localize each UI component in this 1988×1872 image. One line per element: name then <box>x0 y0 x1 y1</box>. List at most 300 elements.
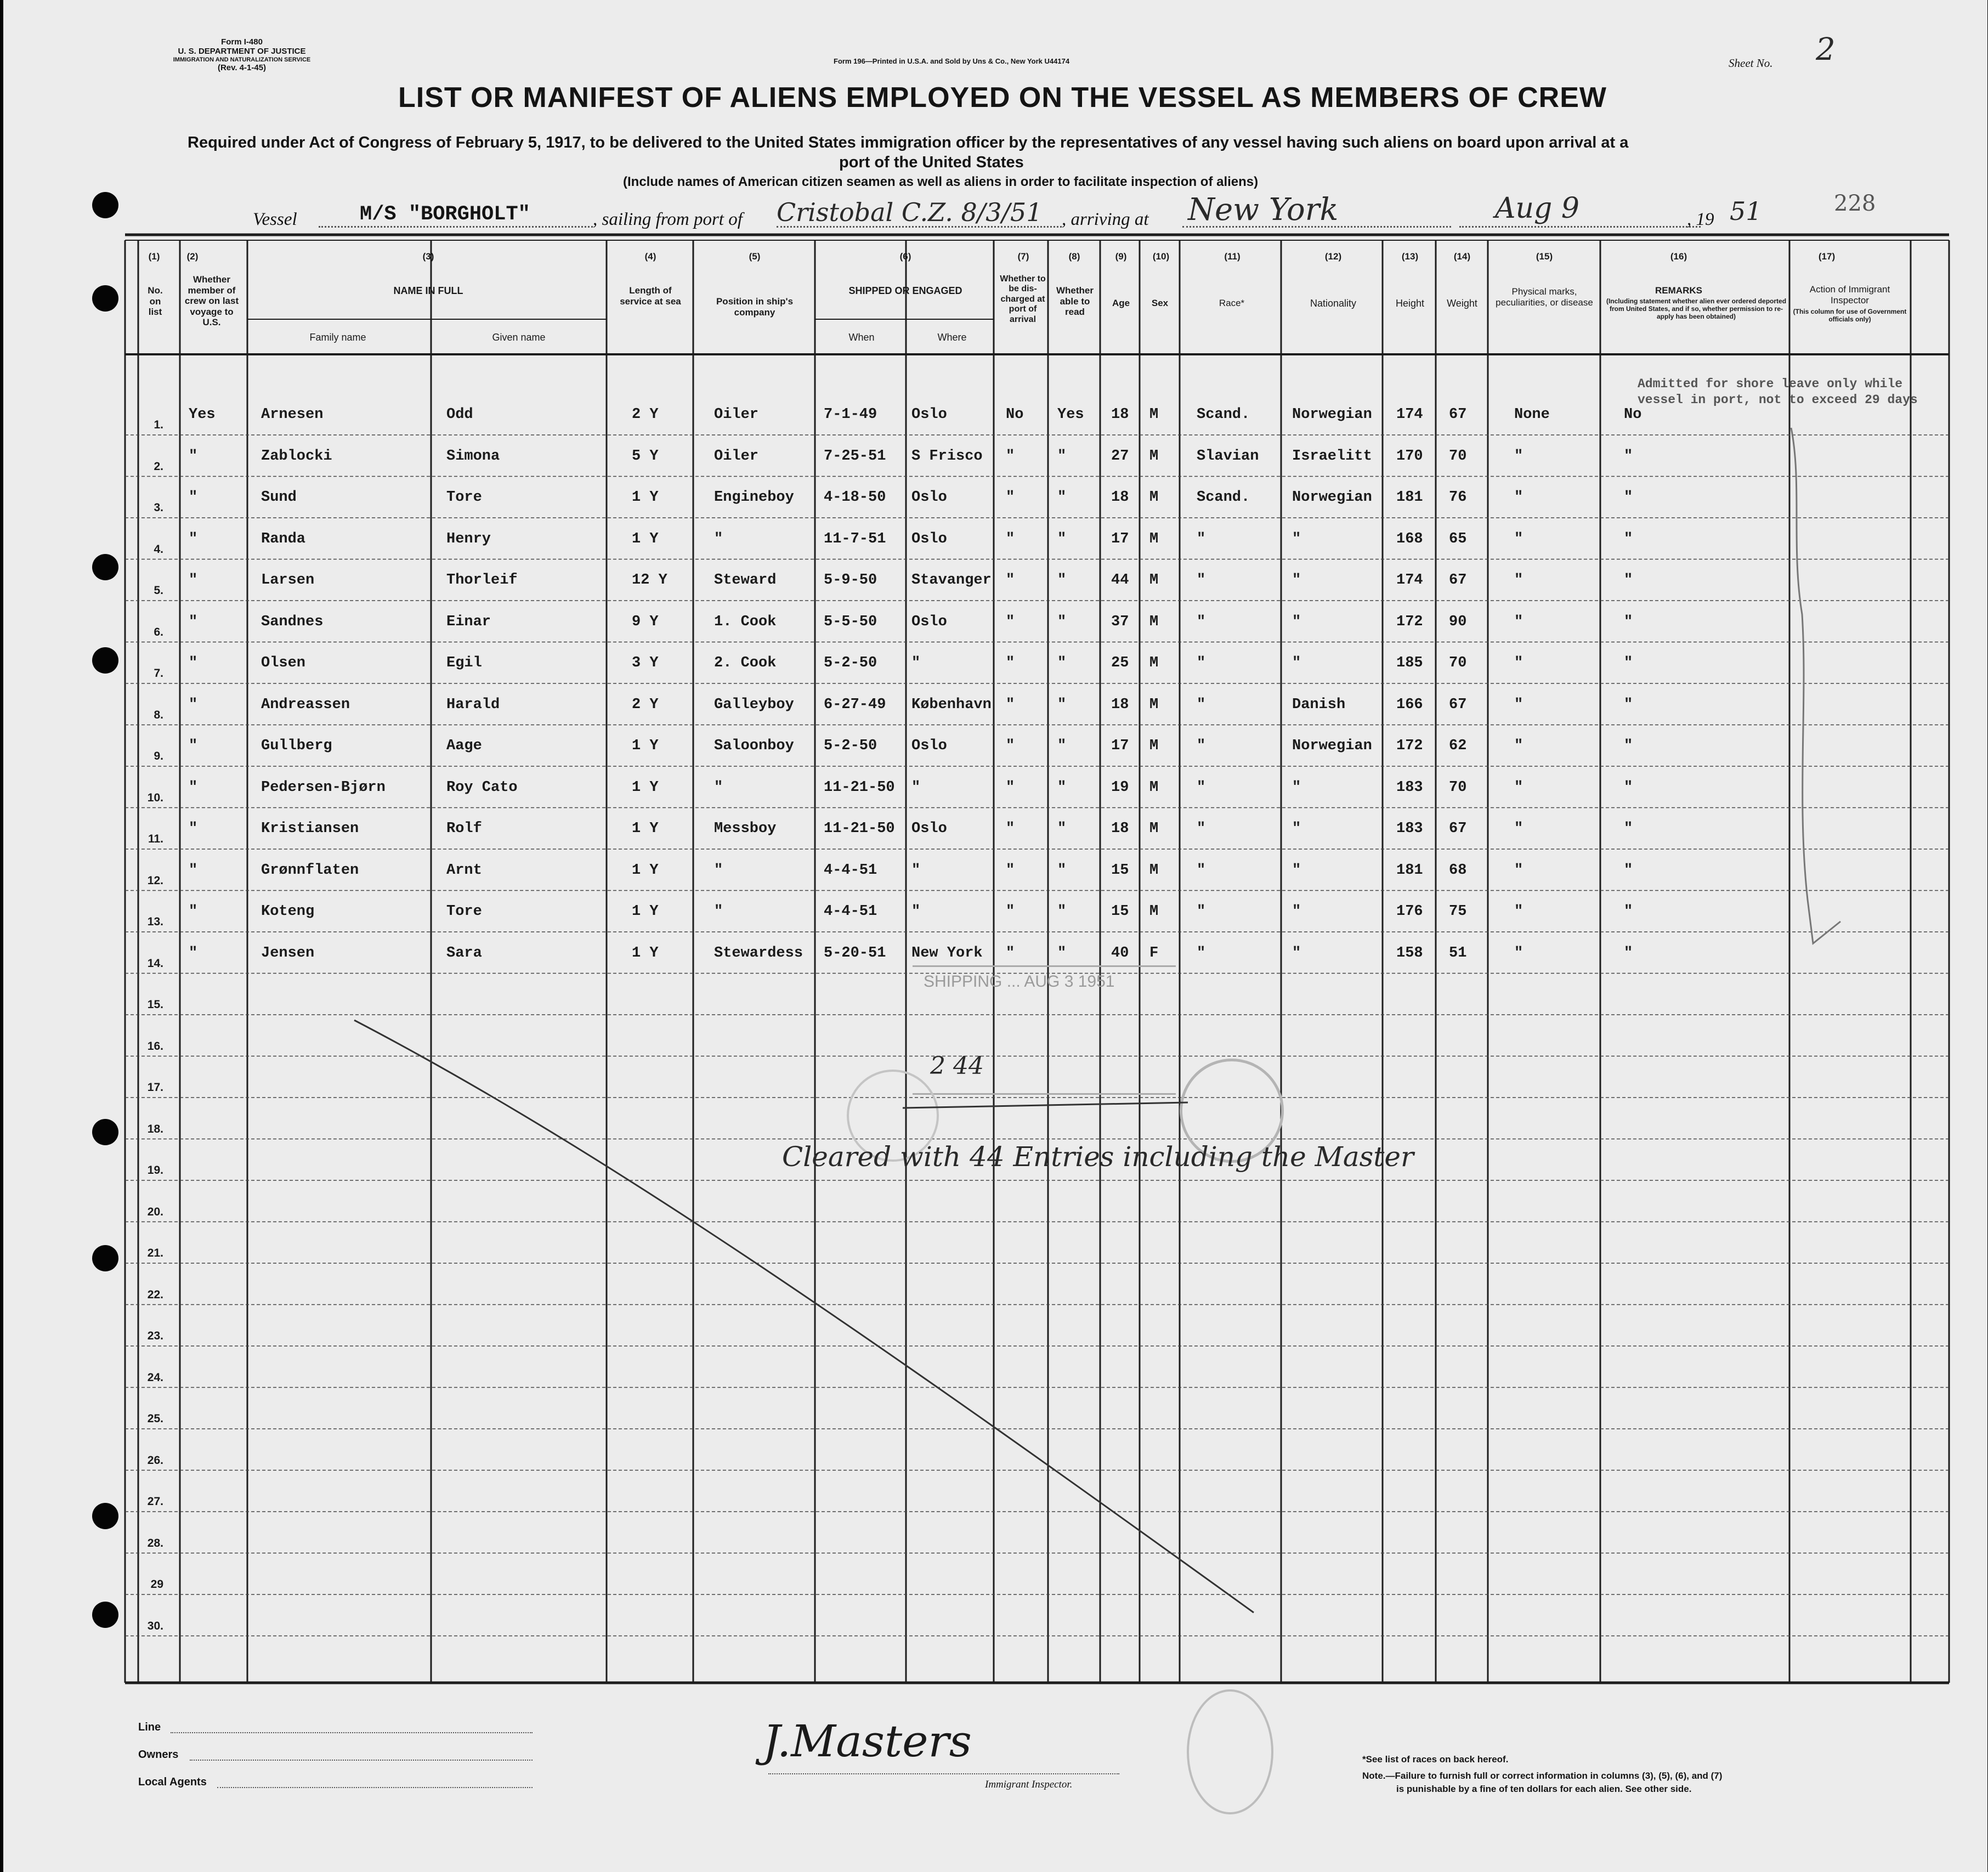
row-number: 11. <box>148 833 163 845</box>
cell-age: 18 <box>1111 406 1129 423</box>
cell-nationality: Norwegian <box>1292 489 1372 506</box>
cell-race: " <box>1197 655 1206 671</box>
cell-position: " <box>714 530 723 547</box>
col-label-14: Weight <box>1447 298 1477 309</box>
cell-prev: " <box>189 613 198 630</box>
strike-through <box>3 0 1987 1872</box>
cell-read: " <box>1057 613 1067 630</box>
cell-marks: " <box>1514 903 1523 920</box>
cell-prev: " <box>189 530 198 547</box>
cell-race: " <box>1197 696 1206 713</box>
cell-discharged: " <box>1006 696 1015 713</box>
cell-family: Kristiansen <box>261 821 359 837</box>
cell-remarks: " <box>1624 655 1633 671</box>
cell-when: 4-4-51 <box>824 903 877 920</box>
cell-family: Andreassen <box>261 696 350 713</box>
cell-sex: M <box>1149 779 1159 796</box>
cell-sex: M <box>1149 862 1159 879</box>
cell-read: Yes <box>1057 406 1084 423</box>
cell-marks: " <box>1514 779 1523 796</box>
row-number: 26. <box>147 1454 163 1467</box>
cell-race: Scand. <box>1197 406 1250 423</box>
cell-sex: M <box>1149 696 1159 713</box>
cell-discharged: " <box>1006 738 1015 754</box>
inspector-signature: J.Masters <box>763 1716 972 1767</box>
cell-age: 44 <box>1111 572 1129 589</box>
cell-when: 5-9-50 <box>824 572 877 589</box>
cell-given: Einar <box>446 613 491 630</box>
cell-weight: 62 <box>1449 738 1467 754</box>
subtitle-line3: (Include names of American citizen seamen as well as aliens in order to facilitate inspection of aliens) <box>623 174 1259 189</box>
cell-when: 7-1-49 <box>824 406 877 423</box>
cell-remarks: " <box>1624 448 1633 465</box>
arrival-year: 51 <box>1730 196 1762 226</box>
col-num-13: (13) <box>1401 251 1419 262</box>
cell-when: 5-2-50 <box>824 655 877 671</box>
cell-sex: M <box>1149 655 1159 671</box>
row-number: 20. <box>147 1205 163 1218</box>
cell-read: " <box>1057 738 1067 754</box>
cell-position: Messboy <box>714 821 777 837</box>
cell-height: 181 <box>1396 489 1423 506</box>
cell-service: 1 Y <box>632 530 659 547</box>
cell-where: Oslo <box>911 406 947 423</box>
shore-leave-text: Admitted for shore leave only while vessel in port, not to exceed 29 days <box>1638 377 1918 407</box>
footer-note2: Note.—Failure to furnish full or correct information in columns (3), (5), (6), and (7) <box>1362 1771 1723 1781</box>
cell-family: Grønnflaten <box>261 862 359 879</box>
year-prefix: , 19 <box>1687 210 1714 229</box>
cell-weight: 67 <box>1449 572 1467 589</box>
cell-prev: " <box>189 738 198 754</box>
department: U. S. DEPARTMENT OF JUSTICE <box>178 47 306 56</box>
cell-when: 6-27-49 <box>824 696 886 713</box>
row-number: 23. <box>147 1330 163 1342</box>
cell-service: 12 Y <box>632 572 667 589</box>
cell-given: Sara <box>446 945 482 962</box>
cell-height: 170 <box>1396 448 1423 465</box>
col-label-5: Position in ship's company <box>716 296 794 318</box>
page-stamp-number: 228 <box>1834 191 1876 216</box>
cell-height: 168 <box>1396 530 1423 547</box>
cell-position: Saloonboy <box>714 738 794 754</box>
cell-family: Koteng <box>261 903 315 920</box>
cell-family: Olsen <box>261 655 306 671</box>
cell-sex: M <box>1149 448 1159 465</box>
cell-service: 1 Y <box>632 903 659 920</box>
cell-remarks: " <box>1624 489 1633 506</box>
cell-service: 2 Y <box>632 696 659 713</box>
cell-position: Steward <box>714 572 777 589</box>
cell-remarks: No <box>1624 406 1642 423</box>
cell-height: 172 <box>1396 613 1423 630</box>
col-label-8: Whether able to read <box>1056 285 1094 318</box>
row-number: 2. <box>154 460 163 473</box>
row-number: 29 <box>150 1578 163 1591</box>
sheet-label: Sheet No. <box>1729 56 1773 70</box>
arrival-date: Aug 9 <box>1495 192 1579 225</box>
cell-marks: " <box>1514 821 1523 837</box>
cell-nationality: " <box>1292 821 1301 837</box>
cell-position: Oiler <box>714 448 759 465</box>
cell-weight: 75 <box>1449 903 1467 920</box>
col-label-10: Sex <box>1151 298 1169 308</box>
cell-age: 40 <box>1111 945 1129 962</box>
col-num-14: (14) <box>1453 251 1471 262</box>
cell-discharged: " <box>1006 821 1015 837</box>
col-num-3: (3) <box>422 251 434 262</box>
cell-age: 15 <box>1111 903 1129 920</box>
cell-weight: 67 <box>1449 821 1467 837</box>
col-num-16: (16) <box>1670 251 1687 262</box>
subtitle-line1: Required under Act of Congress of February 5, 1917, to be delivered to the United States immigration officer by the representatives of any vessel having such aliens on board upon arrival at a <box>188 134 1629 151</box>
cell-read: " <box>1057 655 1067 671</box>
cell-family: Sund <box>261 489 297 506</box>
cell-when: 4-18-50 <box>824 489 886 506</box>
cell-when: 5-20-51 <box>824 945 886 962</box>
cell-weight: 76 <box>1449 489 1467 506</box>
cell-sex: M <box>1149 821 1159 837</box>
cell-sex: F <box>1149 945 1159 962</box>
cell-weight: 67 <box>1449 696 1467 713</box>
row-number: 4. <box>154 542 163 556</box>
cell-where: Oslo <box>911 489 947 506</box>
row-number: 7. <box>154 667 163 680</box>
sheet-number: 2 <box>1816 32 1836 67</box>
row-number: 18. <box>147 1122 163 1135</box>
cell-weight: 70 <box>1449 448 1467 465</box>
cell-position: Stewardess <box>714 945 803 962</box>
entry-note: Cleared with 44 Entries including the Master <box>782 1141 1414 1173</box>
cell-marks: " <box>1514 489 1523 506</box>
footer-seal <box>1187 1689 1273 1814</box>
cell-prev: " <box>189 945 198 962</box>
col-num-4: (4) <box>644 251 656 262</box>
row-number: 14. <box>147 957 163 970</box>
cell-height: 158 <box>1396 945 1423 962</box>
cell-read: " <box>1057 821 1067 837</box>
cell-race: Scand. <box>1197 489 1250 506</box>
cell-position: " <box>714 903 723 920</box>
cell-weight: 70 <box>1449 779 1467 796</box>
subtitle-line2: port of the United States <box>839 154 1024 171</box>
cell-service: 1 Y <box>632 738 659 754</box>
cell-remarks: " <box>1624 862 1633 879</box>
cell-remarks: " <box>1624 738 1633 754</box>
cell-nationality: " <box>1292 945 1301 962</box>
sailing-from: Cristobal C.Z. 8/3/51 <box>777 197 1043 227</box>
cell-service: 1 Y <box>632 945 659 962</box>
cell-sex: M <box>1149 738 1159 754</box>
cell-when: 11-21-50 <box>824 821 895 837</box>
cell-prev: " <box>189 779 198 796</box>
cell-prev: " <box>189 696 198 713</box>
cell-given: Arnt <box>446 862 482 879</box>
stamp-text: SHIPPING ... AUG 3 1951 <box>924 972 1115 991</box>
cell-when: 11-21-50 <box>824 779 895 796</box>
cell-discharged: " <box>1006 945 1015 962</box>
cell-family: Sandnes <box>261 613 324 630</box>
row-number: 27. <box>147 1495 163 1508</box>
cell-race: Slavian <box>1197 448 1259 465</box>
cell-race: " <box>1197 530 1206 547</box>
cell-discharged: " <box>1006 655 1015 671</box>
cell-remarks: " <box>1624 572 1633 589</box>
col-num-9: (9) <box>1115 251 1127 262</box>
row-number: 12. <box>147 874 163 887</box>
cell-where: " <box>911 779 921 796</box>
sailing-label: , sailing from port of <box>593 210 743 229</box>
cell-prev: " <box>189 655 198 671</box>
cell-height: 181 <box>1396 862 1423 879</box>
cell-height: 166 <box>1396 696 1423 713</box>
cell-height: 174 <box>1396 572 1423 589</box>
cell-discharged: " <box>1006 572 1015 589</box>
remarks-note: (Including statement whether alien ever ordered deported from United States, and if so, whether permission to re-apply has been obtained) <box>1606 297 1787 320</box>
cell-marks: " <box>1514 738 1523 754</box>
cell-nationality: " <box>1292 779 1301 796</box>
inspector-label: Immigrant Inspector. <box>985 1779 1073 1790</box>
col-label-6: SHIPPED OR ENGAGED <box>848 285 962 296</box>
cell-nationality: Danish <box>1292 696 1346 713</box>
cell-nationality: " <box>1292 903 1301 920</box>
cell-weight: 67 <box>1449 406 1467 423</box>
cell-where: " <box>911 655 921 671</box>
cell-service: 2 Y <box>632 406 659 423</box>
cell-position: 1. Cook <box>714 613 777 630</box>
cell-discharged: " <box>1006 779 1015 796</box>
line-underline <box>171 1732 533 1733</box>
cell-remarks: " <box>1624 821 1633 837</box>
cell-when: 4-4-51 <box>824 862 877 879</box>
cell-height: 183 <box>1396 779 1423 796</box>
row-number: 24. <box>147 1371 163 1384</box>
cell-marks: " <box>1514 696 1523 713</box>
manifest-page <box>3 0 1987 1872</box>
cell-race: " <box>1197 738 1206 754</box>
col-label-4: Length of service at sea <box>620 285 681 307</box>
cell-given: Harald <box>446 696 500 713</box>
col-label-3: NAME IN FULL <box>393 285 463 296</box>
cell-given: Aage <box>446 738 482 754</box>
cell-discharged: No <box>1006 406 1024 423</box>
cell-height: 174 <box>1396 406 1423 423</box>
cell-given: Tore <box>446 903 482 920</box>
cell-position: " <box>714 862 723 879</box>
cell-where: New York <box>911 945 983 962</box>
col-num-2: (2) <box>186 251 199 262</box>
col-num-8: (8) <box>1068 251 1080 262</box>
col-num-17: (17) <box>1818 251 1836 262</box>
action-note: (This column for use of Government officials only) <box>1793 308 1907 323</box>
cell-prev: " <box>189 862 198 879</box>
cell-nationality: " <box>1292 572 1301 589</box>
cell-remarks: " <box>1624 903 1633 920</box>
row-number: 3. <box>154 501 163 514</box>
col-label-12: Nationality <box>1310 298 1357 309</box>
cell-height: 176 <box>1396 903 1423 920</box>
cell-remarks: " <box>1624 613 1633 630</box>
row-number: 22. <box>147 1288 163 1301</box>
cell-remarks: " <box>1624 945 1633 962</box>
cell-position: Engineboy <box>714 489 794 506</box>
cell-sex: M <box>1149 613 1159 630</box>
cell-prev: " <box>189 903 198 920</box>
cell-discharged: " <box>1006 448 1015 465</box>
cell-prev: " <box>189 572 198 589</box>
cell-given: Henry <box>446 530 491 547</box>
cell-race: " <box>1197 945 1206 962</box>
cell-service: 1 Y <box>632 489 659 506</box>
cell-remarks: " <box>1624 696 1633 713</box>
arriving-at: New York <box>1188 192 1339 228</box>
col-label-11: Race* <box>1219 298 1245 308</box>
cell-when: 5-2-50 <box>824 738 877 754</box>
cell-given: Rolf <box>446 821 482 837</box>
cell-age: 18 <box>1111 821 1129 837</box>
col-num-6: (6) <box>899 251 911 262</box>
page-title: LIST OR MANIFEST OF ALIENS EMPLOYED ON THE VESSEL AS MEMBERS OF CREW <box>398 82 1607 114</box>
row-number: 5. <box>154 584 163 597</box>
col-num-11: (11) <box>1224 251 1241 262</box>
row-number: 8. <box>154 708 163 721</box>
cell-marks: " <box>1514 448 1523 465</box>
cell-marks: " <box>1514 862 1523 879</box>
vessel-label: Vessel <box>253 210 297 229</box>
cell-read: " <box>1057 903 1067 920</box>
col-num-10: (10) <box>1152 251 1170 262</box>
cell-nationality: Norwegian <box>1292 406 1372 423</box>
cell-where: Oslo <box>911 530 947 547</box>
cell-service: 3 Y <box>632 655 659 671</box>
row-number: 6. <box>154 625 163 638</box>
cell-discharged: " <box>1006 530 1015 547</box>
cell-nationality: Norwegian <box>1292 738 1372 754</box>
row-number: 15. <box>147 998 163 1011</box>
col-label-9: Age <box>1112 298 1130 308</box>
cell-age: 19 <box>1111 779 1129 796</box>
col-label-1: No. on list <box>148 285 163 318</box>
col-label-15: Physical marks, peculiarities, or disease <box>1496 286 1593 308</box>
row-number: 21. <box>147 1247 163 1259</box>
cell-weight: 90 <box>1449 613 1467 630</box>
footer-agents-label: Local Agents <box>138 1776 207 1788</box>
cell-family: Gullberg <box>261 738 332 754</box>
cell-where: Oslo <box>911 613 947 630</box>
cell-nationality: Israelitt <box>1292 448 1372 465</box>
cell-marks: " <box>1514 572 1523 589</box>
cell-discharged: " <box>1006 489 1015 506</box>
cell-height: 172 <box>1396 738 1423 754</box>
cell-read: " <box>1057 489 1067 506</box>
cell-where: Oslo <box>911 738 947 754</box>
cell-age: 15 <box>1111 862 1129 879</box>
cell-read: " <box>1057 572 1067 589</box>
footer-owners-label: Owners <box>138 1749 179 1761</box>
col-label-17: Action of Immigrant Inspector <box>1809 284 1890 306</box>
cell-height: 183 <box>1396 821 1423 837</box>
cell-prev: " <box>189 448 198 465</box>
cell-service: 9 Y <box>632 613 659 630</box>
col-label-7: Whether to be dis-charged at port of arrival <box>1000 274 1046 324</box>
cell-service: 1 Y <box>632 821 659 837</box>
cell-weight: 65 <box>1449 530 1467 547</box>
agents-underline <box>217 1787 533 1788</box>
owners-underline <box>190 1760 533 1761</box>
cell-family: Pedersen-Bjørn <box>261 779 386 796</box>
cell-marks: " <box>1514 530 1523 547</box>
cell-prev: Yes <box>189 406 216 423</box>
row-number: 28. <box>147 1536 163 1549</box>
cell-prev: " <box>189 821 198 837</box>
revision: (Rev. 4-1-45) <box>217 63 267 73</box>
cell-given: Simona <box>446 448 500 465</box>
row-number: 9. <box>154 750 163 762</box>
cell-position: Oiler <box>714 406 759 423</box>
cell-race: " <box>1197 821 1206 837</box>
row-number: 25. <box>147 1412 163 1425</box>
cell-where: Stavanger <box>911 572 992 589</box>
cell-where: " <box>911 903 921 920</box>
cell-nationality: " <box>1292 655 1301 671</box>
row-number: 13. <box>147 915 163 928</box>
cell-age: 18 <box>1111 489 1129 506</box>
cell-sex: M <box>1149 406 1159 423</box>
col-num-15: (15) <box>1536 251 1553 262</box>
cell-age: 17 <box>1111 530 1129 547</box>
cell-race: " <box>1197 572 1206 589</box>
footer-note1: *See list of races on back hereof. <box>1362 1754 1509 1764</box>
cell-remarks: " <box>1624 530 1633 547</box>
cell-race: " <box>1197 613 1206 630</box>
cell-weight: 51 <box>1449 945 1467 962</box>
col-num-5: (5) <box>749 251 761 262</box>
cell-where: Oslo <box>911 821 947 837</box>
cell-service: 5 Y <box>632 448 659 465</box>
when-header: When <box>848 332 875 343</box>
cell-marks: None <box>1514 406 1550 423</box>
cell-given: Egil <box>446 655 482 671</box>
cell-weight: 68 <box>1449 862 1467 879</box>
row-number: 16. <box>147 1039 163 1053</box>
cell-service: 1 Y <box>632 862 659 879</box>
cell-sex: M <box>1149 903 1159 920</box>
cell-marks: " <box>1514 655 1523 671</box>
col-num-1: (1) <box>148 251 160 262</box>
count-note: 2 44 <box>930 1052 984 1080</box>
cell-given: Tore <box>446 489 482 506</box>
cell-given: Roy Cato <box>446 779 518 796</box>
family-name-header: Family name <box>309 332 366 343</box>
cell-where: København <box>911 696 992 713</box>
cell-discharged: " <box>1006 613 1015 630</box>
signature-underline <box>768 1773 1119 1774</box>
arriving-label: , arriving at <box>1062 210 1149 229</box>
where-header: Where <box>937 332 967 343</box>
cell-race: " <box>1197 903 1206 920</box>
cell-nationality: " <box>1292 530 1301 547</box>
cell-weight: 70 <box>1449 655 1467 671</box>
col-label-2: Whether member of crew on last voyage to U.S. <box>184 274 239 328</box>
cell-given: Thorleif <box>446 572 518 589</box>
cell-read: " <box>1057 862 1067 879</box>
printer-note: Form 196—Printed in U.S.A. and Sold by Uns & Co., New York U44174 <box>834 57 1070 65</box>
cell-sex: M <box>1149 572 1159 589</box>
cell-age: 18 <box>1111 696 1129 713</box>
cell-sex: M <box>1149 489 1159 506</box>
row-number: 1. <box>154 418 163 431</box>
footer-note3: is punishable by a fine of ten dollars for each alien. See other side. <box>1396 1784 1692 1794</box>
cell-when: 5-5-50 <box>824 613 877 630</box>
